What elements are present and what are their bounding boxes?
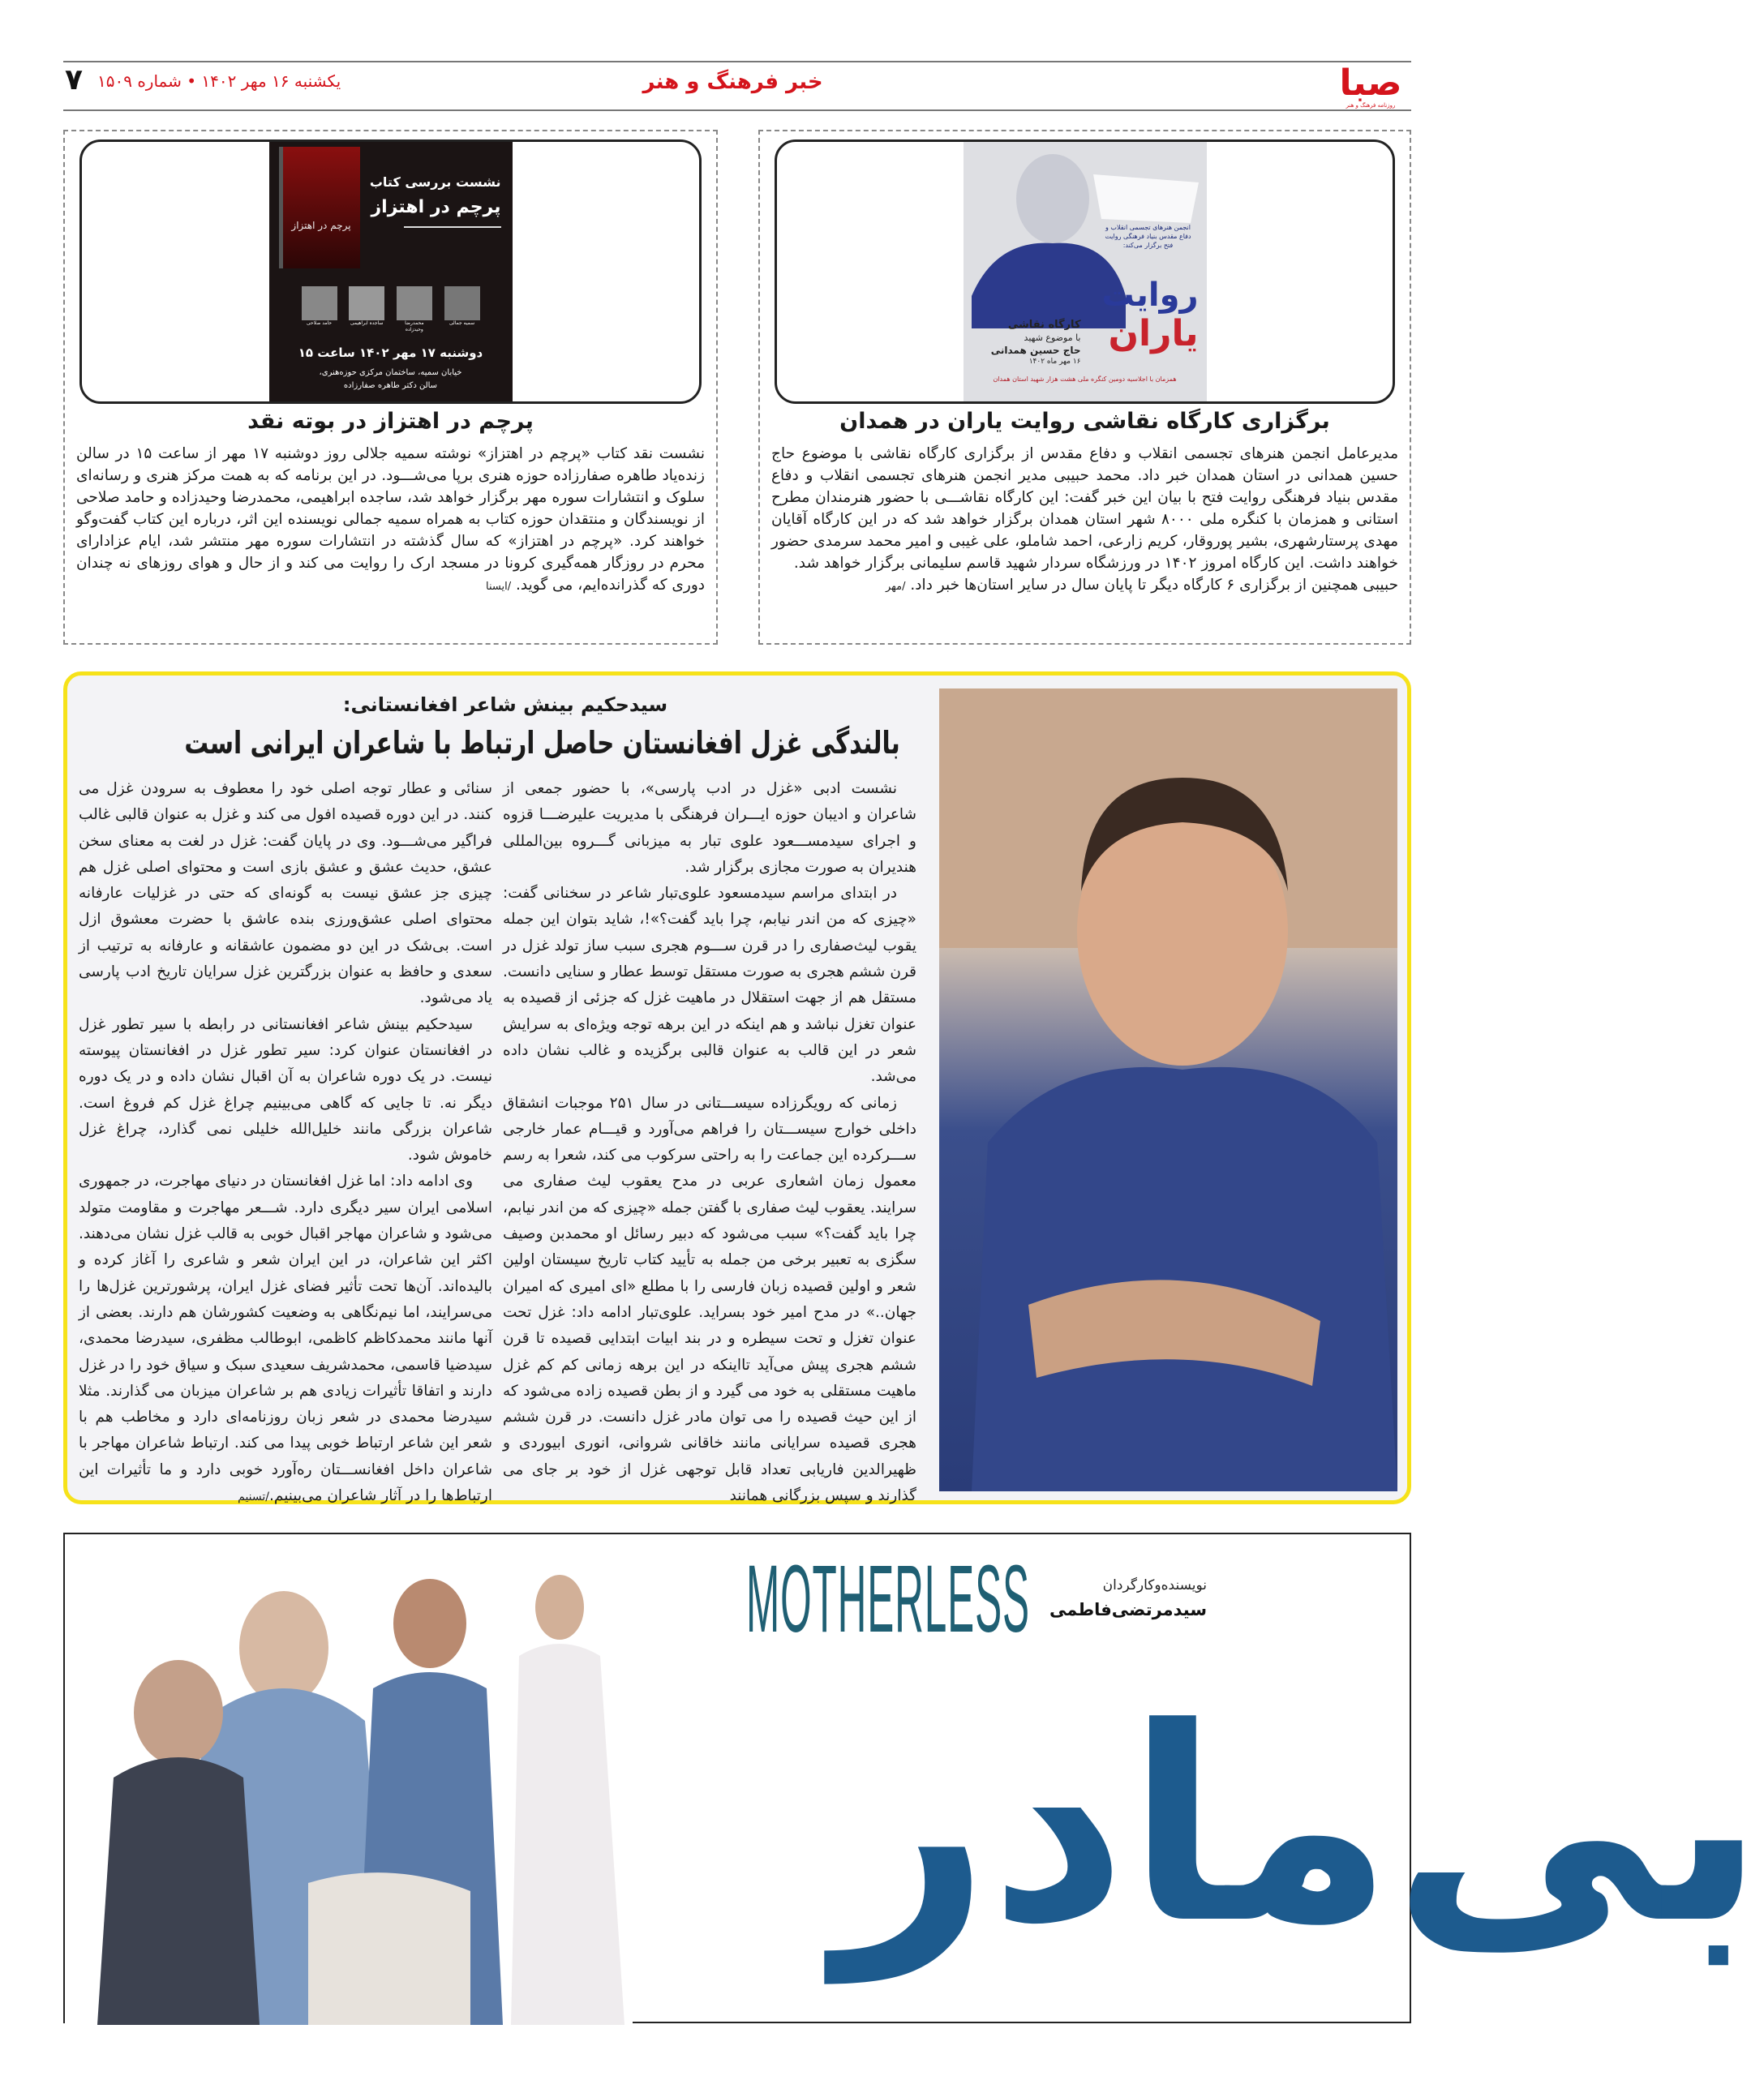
section-title: خبر فرهنگ و هنر (642, 70, 823, 94)
dateline: یکشنبه ۱۶ مهر ۱۴۰۲ • شماره ۱۵۰۹ (97, 71, 341, 91)
page-number: ۷ (65, 63, 83, 97)
headline-container (84, 724, 927, 765)
poster-title-1: روایت (1101, 277, 1199, 314)
poster-revayat-yaran (964, 142, 1207, 401)
news-item-painting-workshop (758, 130, 1411, 645)
image-frame (79, 139, 702, 404)
logo-tagline: روزنامه فرهنگ و هنر (1346, 102, 1396, 109)
article-source: /ایسنا (486, 581, 512, 593)
book-cover-title: پرچم در اهتزاز (291, 220, 351, 231)
speaker-name: ساجده ابراهیمی (350, 320, 384, 326)
article-column-1 (503, 776, 916, 1509)
poster-subtitle-2: با موضوع شهید (1024, 332, 1081, 343)
article-paragraph: مدیرعامل انجمن هنرهای تجسمی انقلاب و دفاع مقدس از برگزاری کارگاه نقاشی با موضوع حاج حسین همدانی در استان همدان خبر داد. محمد حبیبی مدیر انجمن هنرهای تجسمی انقلاب و دفاع مقدس بنیاد فرهنگی روایت فتح با بیان این خبر گفت: این کارگاه نقاشـــی با حضور هنرمندان مطرح استانی و همزمان با کنگره ملی ۸۰۰۰ شهر استان همدان برگزار خواهد شد که در این کارگاه آقایان مهدی پرستارشهری، بشیر پوروقار، کریم زارعی، احمد شاملو، علی غیبی و امیر محمد سرمدی حضور خواهند داشت. این کارگاه امروز ۱۴۰۲ در ورزشگاه سردار شهید قاسم سلیمانی برگزار خواهد شد. (771, 445, 1398, 572)
film-title-en: MOTHERLESS (746, 1546, 1030, 1653)
feature-article (63, 671, 1411, 1504)
portrait-photo (939, 688, 1397, 1491)
header-top-rule (63, 61, 1411, 62)
credit-name: سیدمرتضی‌فاطمی (1049, 1600, 1207, 1619)
poster-title-2: یاران (1108, 313, 1199, 354)
poster-datetime: دوشنبه ۱۷ مهر ۱۴۰۲ ساعت ۱۵ (298, 345, 483, 360)
cast-photo-collage (65, 1534, 633, 2025)
poster-subtitle-1: کارگاه نقاشی (1007, 319, 1081, 331)
poster-date: ۱۶ مهر ماه ۱۴۰۲ (1028, 358, 1081, 366)
portrait-illustration-icon (964, 142, 1207, 401)
article-paragraph: سیدحکیم بینش شاعر افغانستانی در رابطه با سیر تطور غزل در افغانستان عنوان کرد: سیر تطور غزل در افغانستان پیوسته نیست. در یک دوره شاعران به آن اقبال نشان داده و در یک دوره دیگر نه. تا جایی که گاهی می‌بینیم چراغ غزل کم فروغ است. شاعران بزرگی مانند خلیل‌الله خلیلی نمی گذارد، چراغ غزل خاموش شود. (79, 1015, 492, 1165)
article-paragraph: در ابتدای مراسم سیدمسعود علوی‌تبار شاعر در سخنانی گفت: «چیزی که من اندر نیابم، چرا باید گفت؟»!، شاید بتوان این جمله یقوب لیث‌صفاری را در قرن ســـوم هجری سبب ساز تولد غزل در قرن ششم هجری به صورت مستقل توسط عطار و سنایی دانست. مستقل هم از جهت استقلال در ماهیت غزل که جزئی از قصیده به عنوان تغزل نباشد و هم اینکه در این برهه توجه ویژه‌ای به سرایش شعر در این قالب به عنوان قالبی برگزیده و غالب نشان داده می‌شد. (503, 885, 916, 1086)
speaker-name: سمیه جمالی (449, 320, 475, 326)
article-headline: بالندگی غزل افغانستان حاصل ارتباط با شاعران ایرانی است (184, 725, 900, 761)
poster-parcham-dar-ehtezaz (269, 142, 513, 401)
poster-address-2: سالن دکتر طاهره صفارزاده (343, 381, 438, 390)
poster-kicker: نشست بررسی کتاب (369, 174, 501, 190)
article-column-2 (79, 776, 492, 1510)
poster-divider (404, 226, 501, 228)
article-kicker: سیدحکیم بینش شاعر افغانستانی: (342, 693, 668, 716)
article-paragraph: حبیبی همچنین از برگزاری ۶ کارگاه دیگر تا پایان سال در سایر استان‌ها خبر داد. (910, 577, 1398, 594)
article-body (76, 443, 705, 598)
poster-title: پرچم در اهتزاز (371, 197, 501, 217)
poster-subtitle-3: حاج حسین همدانی (990, 345, 1081, 356)
poster-organizer: انجمن هنرهای تجسمی انقلاب و دفاع مقدس بنیاد فرهنگی روایت فتح برگزار می‌کند: (1105, 224, 1191, 249)
film-advertisement[interactable] (63, 1533, 1764, 2023)
image-frame (775, 139, 1395, 404)
article-source: /مهر (886, 581, 906, 593)
article-paragraph: نشست نقد کتاب «پرچم در اهتزاز» نوشته سمیه جلالی روز دوشنبه ۱۷ مهر از ساعت ۱۵ در سالن زنده‌یاد طاهره صفارزاده حوزه هنری برپا می‌شـــود. در این برنامه که به همت مرکز هنری و رسانه‌ای سلوک و انتشارات سوره مهر برگزار خواهد شد، ساجده ابراهیمی، محمدرضا وحیدزاده و حامد صلاحی از نویسندگان و منتقدان حوزه کتاب به همراه سمیه جمالی نویسنده این اثر، درباره این کتاب گفت‌وگو خواهند کرد. «پرچم در اهتزاز» که سال گذشته در انتشارات سوره مهر منتشر شد، ایام عزادارای محرم در روزگار همه‌گیری کرونا در مسجد ارک را روایت می کند و از حال و هوای روزهای نه چندان دوری که گذرانده‌ایم، می گوید. (76, 445, 706, 594)
logo-text: صبا (1339, 62, 1402, 104)
article-paragraph: وی ادامه داد: اما غزل افغانستان در دنیای مهاجرت، در جمهوری اسلامی ایران سیر دیگری دارد. شـــعر مهاجرت و مقاومت متولد می‌شود و شاعران مهاجر اقبال خوبی به قالب غزل نشان می‌دهند. اکثر این شاعران، در این ایران شعر و شاعری را آغاز کرده و بالیده‌اند. آن‌ها تحت تأثیر فضای غزل ایران، پرشورترین غزل‌ها را می‌سرایند، اما نیم‌نگاهی به وضعیت کشورشان هم دارند. بعضی از آنها مانند محمدکاظم کاظمی، ابوطالب مظفری، سیدرضا محمدی، سیدضیا قاسمی، محمدشریف سعیدی سبک و سیاق خود را در غزل دارند و اتفاقا تأثیرات زیادی هم بر شاعران میزبان می گذارند. مثلا سیدرضا محمدی در شعر زبان روزنامه‌ای دارد و مخاطب هم با شعر این شاعر ارتباط خوبی پیدا می کند. ارتباط شاعران مهاجر با شاعران داخل افغانســـتان ره‌آورد خوبی دارد و ما تأثیرات این ارتباط‌ها را در آثار شاعران می‌بینیم. (79, 1173, 492, 1505)
poster-address-1: خیابان سمیه، ساختمان مرکزی حوزه‌هنری، (319, 368, 462, 377)
article-source: /تسنیم (238, 1491, 270, 1504)
poster-note: همزمان با اجلاسیه دومین کنگره ملی هشت هزار شهید استان همدان (993, 375, 1177, 383)
speaker-list (302, 286, 480, 333)
speaker-name: محمدرضا وحیدزاده (405, 320, 424, 332)
article-title: برگزاری کارگاه نقاشی روایت یاران در همدان (839, 409, 1330, 434)
article-paragraph: زمانی که رویگرزاده سیســـتانی در سال ۲۵۱ موجبات انشقاق داخلی خوارج سیســـتان را فراهم می‌آورد و قیـــام عمار خارجی ســـرکرده این جماعت را به راحتی سرکوب می کند، شعرا به رسم معمول زمان اشعاری عربی در مدح یعقوب لیث صفاری می سرایند. یعقوب لیث صفاری با گفتن جمله «چیزی که من اندر نیابم، چرا باید گفت؟» سبب می‌شود که دبیر رسائل او محمدبن وصیف سگزی به تعبیر برخی من جمله به تأیید کتاب تاریخ سیستان اولین شعر و اولین قصیده زبان فارسی را با مطلع «ای امیری که امیران جهان..» در مدح امیر خود بسراید. علوی‌تبار ادامه داد: غزل تحت عنوان تغزل و تحت سیطره و در بند ابیات ابتدایی قصیده تا قرن ششم هجری پیش می‌آید تااینکه در این برهه زمانی کم کم غزل ماهیت مستقلی به خود می گیرد و از بطن قصیده زاده می‌شود که از این حیث قصیده را می توان مادر غزل دانست. در قرن ششم هجری قصیده سرایانی مانند خاقانی شروانی، انوری ابیوردی و ظهیرالدین فاریابی تعداد قابل توجهی غزل از خود بر جای می گذارند و سپس بزرگانی همانند (503, 1094, 916, 1505)
article-paragraph: نشست ادبی «غزل در ادب پارسی»، با حضور جمعی از شاعران و ادیبان حوزه ایـــران فرهنگی با مدیریت علیرضـــا قزوه و اجرای سیدمســـعود علوی تبار به میزبانی گـــروه بین‌المللی هندیران به صورت مجازی برگزار شد. (503, 780, 916, 876)
article-body (771, 443, 1398, 598)
credit-label: نویسنده‌وکارگردان (1102, 1577, 1207, 1593)
poet-portrait-icon (939, 688, 1397, 1491)
speaker-name: حامد صلاحی (306, 320, 333, 326)
film-title-fa: بی‌مادر (835, 1671, 1764, 1982)
book-cover (279, 147, 360, 268)
article-title: پرچم در اهتزاز در بوته نقد (247, 409, 534, 434)
header-bottom-rule (63, 109, 1411, 111)
news-item-book-review (63, 130, 718, 645)
article-paragraph: سنائی و عطار توجه اصلی خود را معطوف به سرودن غزل می کنند. در این دوره قصیده افول می کند و غزل به عنوان قالبی غالب فراگیر می‌شـــود. وی در پایان گفت: غزل در لغت به معنای سخن عشق، حدیث عشق و عشق بازی است و محتوای اصلی غزل هم چیزی جز عشق نیست به گونه‌ای که حتی در غزلیات عارفانه محتوای اصلی عشق‌ورزی بنده عاشق با حضرت معشوق ازل است. بی‌شک در این دو مضمون عاشقانه و عارفانه به ترتیب از سعدی و حافظ به عنوان بزرگترین غزل سرایان تاریخ ادب پارسی یاد می‌شود. (79, 780, 492, 1007)
